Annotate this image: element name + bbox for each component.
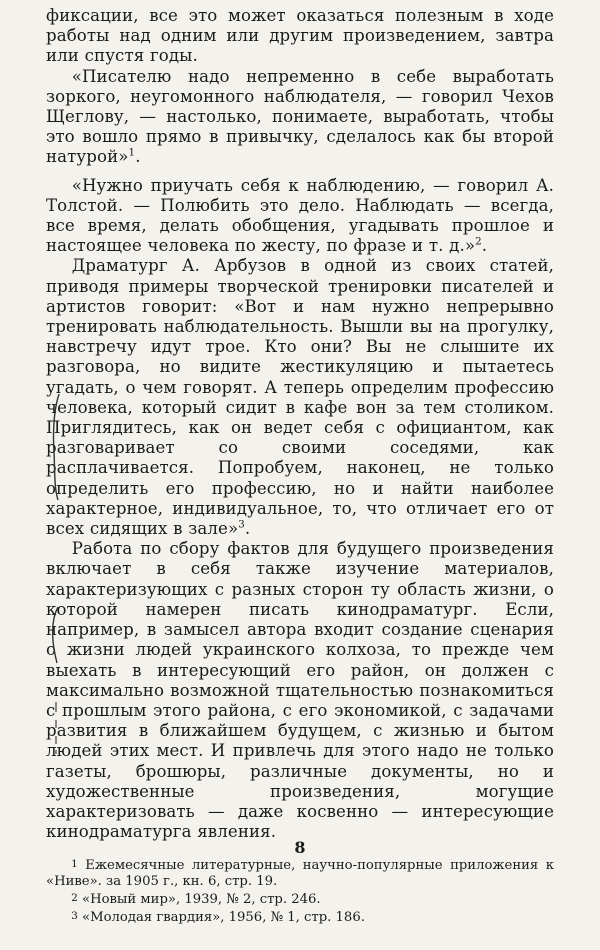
margin-bracket-mark — [50, 392, 62, 502]
margin-tick-mark — [52, 700, 60, 756]
footnote-2: 2 «Новый мир», 1939, № 2, стр. 246. — [71, 892, 321, 908]
margin-bracket-mark — [48, 605, 60, 665]
paragraph-2: «Писателю надо непременно в себе выработать зоркого, неугомонного наблюдателя, — говорил Чехов Щеглову, — настолько, понимаете, выработать, чтобы это вошло прямо в привычку, сделалось как бы второй натурой»$^1$. — [46, 66, 554, 167]
paragraph-3: «Нужно приучать себя к наблюдению, — говорил А. Толстой. — Полюбить это дело. Наблюдать — всегда, все время, делать обобщения, угадывать прошлое и настоящее человека по жесту, по фразе и т. д.»$^2$. — [46, 175, 554, 256]
paragraph-1: фиксации, все это может оказаться полезным в ходе работы над одним или другим произведением, завтра или спустя годы. — [46, 6, 554, 66]
footnotes — [46, 856, 554, 926]
page-number: 8 — [294, 838, 306, 857]
footnote-ref-1: 1 — [128, 146, 136, 159]
footnote-3: 3 «Молодая гвардия», 1956, № 1, стр. 186. — [71, 910, 365, 926]
paragraph-5: Работа по сбору фактов для будущего произведения включает в себя также изучение материалов, характеризующих с разных сторон ту область жизни, о которой намерен писать кинодраматург. Если, например, в замысел автора входит создание сценария о жизни людей украинского колхоза, то прежде чем выехать в интересующий его район, он должен с максимально возможной тщательностью познакомиться с прошлым этого района, с его экономикой, с задачами развития в ближайшем будущем, с жизнью и бытом людей этих мест. И привлечь для этого надо не только газеты, брошюры, различные документы, но и художественные произведения, могущие характеризовать — даже косвенно — интересующие кинодраматурга явления. — [46, 539, 554, 842]
footnote-ref-3: 3 — [238, 518, 245, 531]
page-body — [46, 6, 554, 926]
footnote-1: 1 Ежемесячные литературные, научно-популярные приложения к «Ниве». за 1905 г., кн. 6, стр. 19. — [46, 858, 554, 890]
footnote-ref-2: 2 — [475, 235, 482, 248]
paragraph-4: Драматург А. Арбузов в одной из своих статей, приводя примеры творческой тренировки писателей и артистов говорит: «Вот и нам нужно непрерывно тренировать наблюдательность. Вышли вы на прогулку, навстречу идут трое. Кто они? Вы не слышите их разговора, но видите жестикуляцию и пытаетесь угадать, о чем говорят. А теперь определим профессию человека, который сидит в кафе вон за тем столиком. Приглядитесь, как он ведет себя с официантом, как разговаривает со своими соседями, как расплачивается. Попробуем, наконец, не только определить его профессию, но и найти наиболее характерное, индивидуальное, то, что отличает его от всех сидящих в зале»$^3$. — [46, 256, 554, 539]
